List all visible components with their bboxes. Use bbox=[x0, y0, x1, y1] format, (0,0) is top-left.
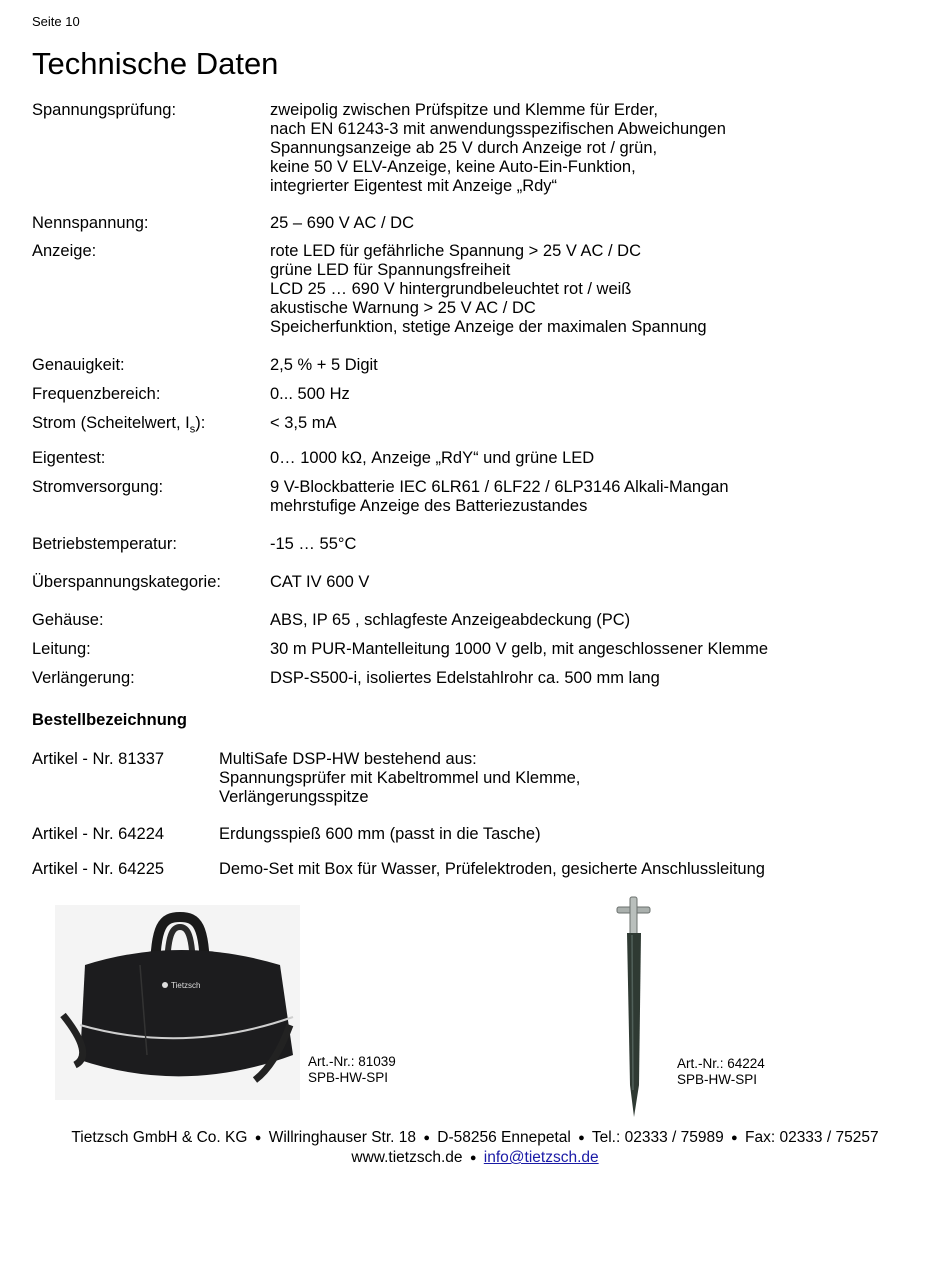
spec-row-genauigkeit bbox=[32, 356, 912, 375]
spec-label: Verlängerung: bbox=[32, 669, 135, 688]
spec-row-ueberspannungskategorie bbox=[32, 573, 912, 592]
article-number: Artikel - Nr. 81337 bbox=[32, 750, 165, 768]
street-address: Willringhauser Str. 18 bbox=[268, 1129, 416, 1146]
carry-bag-image bbox=[55, 905, 300, 1100]
svg-text:Tietzsch: Tietzsch bbox=[171, 981, 201, 990]
spec-line: ABS, IP 65 , schlagfeste Anzeigeabdeckung (PC) bbox=[270, 611, 631, 630]
spec-value bbox=[270, 449, 912, 468]
order-heading: Bestellbezeichnung bbox=[32, 711, 187, 729]
spec-label: Leitung: bbox=[32, 640, 91, 659]
article-description bbox=[219, 750, 912, 807]
spec-row-gehaeuse bbox=[32, 611, 912, 630]
spec-row-frequenzbereich bbox=[32, 385, 912, 404]
spec-line: grüne LED für Spannungsfreiheit bbox=[270, 261, 511, 279]
spec-line: keine 50 V ELV-Anzeige, keine Auto-Ein-Funktion, bbox=[270, 158, 636, 176]
spec-label: Frequenzbereich: bbox=[32, 385, 161, 403]
product-code: SPB-HW-SPI bbox=[308, 1070, 389, 1085]
spec-row-eigentest bbox=[32, 449, 912, 468]
product-art-nr: Art.-Nr.: 64224 bbox=[677, 1056, 765, 1071]
spec-label: Stromversorgung: bbox=[32, 478, 164, 497]
spec-line: LCD 25 … 690 V hintergrundbeleuchtet rot / weiß bbox=[270, 280, 632, 298]
page-title: Technische Daten bbox=[32, 46, 279, 81]
spec-value bbox=[270, 611, 912, 630]
article-number: Artikel - Nr. 64225 bbox=[32, 860, 165, 878]
separator-icon: ● bbox=[578, 1132, 585, 1144]
spec-label: Betriebstemperatur: bbox=[32, 535, 177, 554]
city-address: D-58256 Ennepetal bbox=[437, 1129, 571, 1146]
product-art-nr: Art.-Nr.: 81039 bbox=[308, 1054, 396, 1069]
spec-line: zweipolig zwischen Prüfspitze und Klemme für Erder, bbox=[270, 101, 658, 119]
spec-value bbox=[270, 101, 912, 196]
product-code: SPB-HW-SPI bbox=[677, 1072, 758, 1087]
spec-line: mehrstufige Anzeige des Batteriezustandes bbox=[270, 497, 588, 516]
spec-line: < 3,5 mA bbox=[270, 414, 337, 432]
website-text: www.tietzsch.de bbox=[351, 1149, 463, 1166]
spec-line: CAT IV 600 V bbox=[270, 573, 370, 592]
spec-line: DSP-S500-i, isoliertes Edelstahlrohr ca. 500 mm lang bbox=[270, 669, 660, 688]
article-line: Demo-Set mit Box für Wasser, Prüfelektroden, gesicherte Anschlussleitung bbox=[219, 860, 765, 878]
spec-label: Strom (Scheitelwert, $I_s$): bbox=[32, 414, 206, 436]
spec-value bbox=[270, 414, 912, 439]
order-list bbox=[32, 750, 912, 879]
spec-value bbox=[270, 214, 912, 233]
spec-label: Nennspannung: bbox=[32, 214, 149, 232]
spec-label: Genauigkeit: bbox=[32, 356, 125, 374]
spec-line: akustische Warnung > 25 V AC / DC bbox=[270, 299, 536, 317]
spec-value bbox=[270, 385, 912, 404]
spec-value bbox=[270, 669, 912, 688]
spec-row-verlaengerung bbox=[32, 669, 912, 688]
separator-icon: ● bbox=[423, 1132, 430, 1144]
spec-label: Gehäuse: bbox=[32, 611, 104, 630]
spec-row-anzeige bbox=[32, 242, 912, 337]
spec-line: 0… 1000 kΩ, Anzeige „RdY“ und grüne LED bbox=[270, 449, 595, 468]
spec-value bbox=[270, 535, 912, 554]
footer-web-line bbox=[0, 1148, 950, 1168]
spec-label: Anzeige: bbox=[32, 242, 97, 260]
page-number: Seite 10 bbox=[32, 14, 80, 29]
spec-value bbox=[270, 640, 912, 659]
separator-icon: ● bbox=[469, 1152, 477, 1164]
article-line: Erdungsspieß 600 mm (passt in die Tasche) bbox=[219, 825, 541, 843]
ground-spike-image bbox=[612, 895, 657, 1120]
spec-row-betriebstemperatur bbox=[32, 535, 912, 554]
phone-number: Tel.: 02333 / 75989 bbox=[591, 1129, 724, 1146]
spec-line: nach EN 61243-3 mit anwendungsspezifischen Abweichungen bbox=[270, 120, 726, 138]
spec-row-strom bbox=[32, 414, 912, 439]
spec-line: 30 m PUR-Mantelleitung 1000 V gelb, mit angeschlossener Klemme bbox=[270, 640, 768, 659]
footer bbox=[0, 1128, 950, 1168]
spec-value bbox=[270, 478, 912, 516]
email-link[interactable]: info@tietzsch.de bbox=[483, 1149, 599, 1166]
spec-row-nennspannung bbox=[32, 214, 912, 233]
spec-line: 9 V-Blockbatterie IEC 6LR61 / 6LF22 / 6LP3146 Alkali-Mangan bbox=[270, 478, 729, 497]
spec-line: 2,5 % + 5 Digit bbox=[270, 356, 378, 374]
product-caption-spike bbox=[677, 1056, 765, 1088]
product-caption-bag bbox=[308, 1054, 396, 1086]
spec-line: 25 – 690 V AC / DC bbox=[270, 214, 414, 232]
order-item bbox=[32, 860, 912, 879]
article-number: Artikel - Nr. 64224 bbox=[32, 825, 165, 843]
spec-line: -15 … 55°C bbox=[270, 535, 357, 554]
article-line: Spannungsprüfer mit Kabeltrommel und Klemme, bbox=[219, 769, 581, 787]
company-name: Tietzsch GmbH & Co. KG bbox=[71, 1129, 248, 1146]
spec-label: Eigentest: bbox=[32, 449, 106, 468]
separator-icon: ● bbox=[254, 1132, 262, 1144]
spec-label: Spannungsprüfung: bbox=[32, 101, 177, 119]
spec-value bbox=[270, 242, 912, 337]
article-description bbox=[219, 860, 912, 879]
fax-number: Fax: 02333 / 75257 bbox=[745, 1129, 879, 1146]
order-item bbox=[32, 825, 912, 844]
separator-icon: ● bbox=[731, 1132, 738, 1144]
spec-line: 0... 500 Hz bbox=[270, 385, 350, 403]
footer-address-line bbox=[0, 1128, 950, 1148]
spec-value bbox=[270, 356, 912, 375]
spec-line: Speicherfunktion, stetige Anzeige der maximalen Spannung bbox=[270, 318, 707, 336]
spec-table bbox=[32, 101, 912, 688]
spec-line: integrierter Eigentest mit Anzeige „Rdy“ bbox=[270, 177, 558, 195]
spec-row-leitung bbox=[32, 640, 912, 659]
spec-value bbox=[270, 573, 912, 592]
article-line: MultiSafe DSP-HW bestehend aus: bbox=[219, 750, 477, 768]
article-description bbox=[219, 825, 912, 844]
spec-label: Überspannungskategorie: bbox=[32, 573, 221, 592]
spec-row-spannungspruefung bbox=[32, 101, 912, 196]
spec-row-stromversorgung bbox=[32, 478, 912, 516]
spec-line: Spannungsanzeige ab 25 V durch Anzeige rot / grün, bbox=[270, 139, 658, 157]
article-line: Verlängerungsspitze bbox=[219, 788, 369, 806]
order-item bbox=[32, 750, 912, 807]
spec-line: rote LED für gefährliche Spannung > 25 V AC / DC bbox=[270, 242, 642, 260]
